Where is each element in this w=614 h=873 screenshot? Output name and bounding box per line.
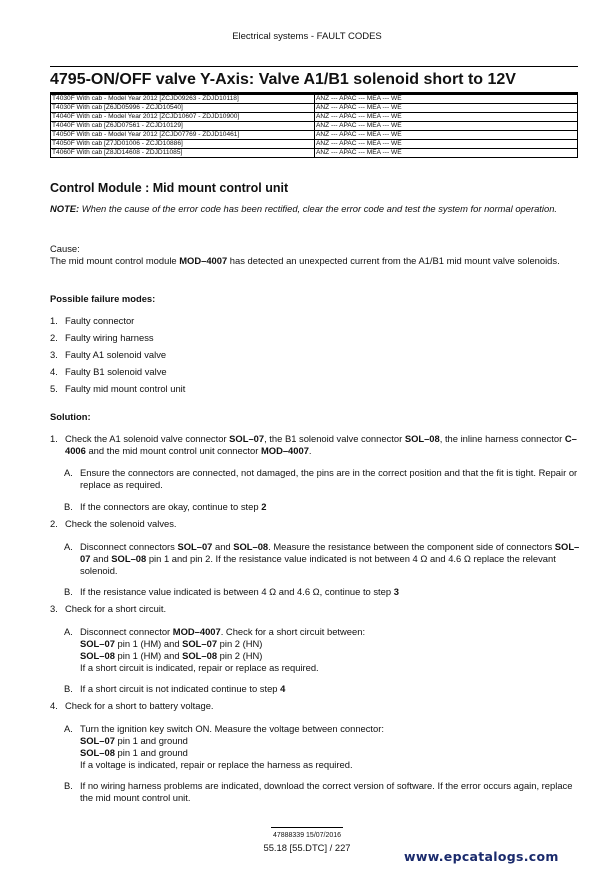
table-row: [51, 149, 578, 158]
table-row: [51, 95, 578, 104]
step-4a: A. Turn the ignition key switch ON. Measure the voltage between connector: SOL–07 pin 1 and ground SOL–08 pin 1 and ground If a voltage is indicated, repair or replace the harness as required.: [64, 723, 384, 770]
model-cell: T4060F With cab [Z8JD14608 - ZDJD11085]: [51, 149, 315, 158]
list-text: Faulty mid mount control unit: [65, 383, 186, 394]
region-cell: ANZ --- APAC --- MEA --- WE: [315, 149, 578, 158]
model-cell: T4030F With cab - Model Year 2012 [ZCJD09263 - ZDJD10118]: [51, 95, 315, 104]
step-2b: B. If the resistance value indicated is between 4 Ω and 4.6 Ω, continue to step 3: [64, 586, 399, 597]
model-cell: T4040F With cab [Z6JD07561 - ZCJD10129]: [51, 122, 315, 131]
note: [50, 203, 580, 215]
model-cell: T4030F With cab [Z6JD05996 - ZCJD10540]: [51, 104, 315, 113]
list-text: Faulty connector: [65, 315, 135, 326]
watermark: www.epcatalogs.com: [404, 849, 559, 864]
table-row: [51, 122, 578, 131]
step-1a: A. Ensure the connectors are connected, not damaged, the pins are in the correct position and that the fit is tight. Repair or replace as required.: [64, 467, 578, 490]
step-3b: B. If a short circuit is not indicated continue to step 4: [64, 683, 286, 694]
page-title: 4795-ON/OFF valve Y-Axis: Valve A1/B1 solenoid short to 12V: [50, 71, 516, 88]
step-1: 1. Check the A1 solenoid valve connector SOL–07, the B1 solenoid valve connector SOL–08, the inline harness connector C–4006 and the mid mount control unit connector MOD–4007.: [50, 433, 577, 456]
solution-label: Solution:: [50, 411, 91, 422]
step-4b: B. If no wiring harness problems are indicated, download the correct version of software. If the error occurs again, replace the mid mount control unit.: [64, 780, 573, 803]
list-number: 1.: [50, 315, 58, 326]
step-4: 4. Check for a short to battery voltage.: [50, 700, 214, 711]
list-number: 4.: [50, 366, 58, 377]
table-row: [51, 113, 578, 122]
step-2: 2. Check the solenoid valves.: [50, 518, 177, 529]
list-number: 5.: [50, 383, 58, 394]
region-cell: ANZ --- APAC --- MEA --- WE: [315, 122, 578, 131]
list-number: 3.: [50, 349, 58, 360]
cause-label: Cause:: [50, 243, 80, 254]
header-rule: [50, 66, 578, 67]
footer-page-number: 55.18 [55.DTC] / 227: [263, 842, 351, 853]
cause-text: The mid mount control module MOD–4007 has detected an unexpected current from the A1/B1 mid mount valve solenoids.: [50, 255, 560, 266]
note-label: NOTE:: [50, 203, 80, 214]
step-2a: A. Disconnect connectors SOL–07 and SOL–08. Measure the resistance between the component side of connectors SOL–07 and SOL–08 pin 1 and pin 2. If the resistance value indicated is not between 4 Ω and 4.6 Ω replace the relevant solenoid.: [64, 541, 580, 576]
model-cell: T4050F With cab - Model Year 2012 [ZCJD07769 - ZDJD10461]: [51, 131, 315, 140]
page-header: Electrical systems - FAULT CODES: [232, 31, 382, 42]
step-1b: B. If the connectors are okay, continue to step 2: [64, 501, 267, 512]
region-cell: ANZ --- APAC --- MEA --- WE: [315, 104, 578, 113]
model-cell: T4050F With cab [Z7JD01006 - ZCJD10886]: [51, 140, 315, 149]
table-row: [51, 140, 578, 149]
failure-label: Possible failure modes:: [50, 293, 156, 304]
region-cell: ANZ --- APAC --- MEA --- WE: [315, 140, 578, 149]
step-3: 3. Check for a short circuit.: [50, 603, 167, 614]
footer-rule: [271, 827, 343, 828]
model-cell: T4040F With cab - Model Year 2012 [ZCJD10607 - ZDJD10900]: [51, 113, 315, 122]
region-cell: ANZ --- APAC --- MEA --- WE: [315, 113, 578, 122]
list-text: Faulty A1 solenoid valve: [65, 349, 167, 360]
step-3a: A. Disconnect connector MOD–4007. Check for a short circuit between: SOL–07 pin 1 (HM) and SOL–07 pin 2 (HN) SOL–08 pin 1 (HM) and SOL–08 pin 2 (HN) If a short circuit is indicated, repair or replace as required.: [64, 626, 366, 673]
region-cell: ANZ --- APAC --- MEA --- WE: [315, 131, 578, 140]
list-number: 2.: [50, 332, 58, 343]
table-row: [51, 104, 578, 113]
list-text: Faulty B1 solenoid valve: [65, 366, 167, 377]
region-cell: ANZ --- APAC --- MEA --- WE: [315, 95, 578, 104]
section-title: Control Module : Mid mount control unit: [50, 181, 289, 195]
list-text: Faulty wiring harness: [65, 332, 154, 343]
footer-doc-number: 47888339 15/07/2016: [272, 832, 342, 839]
model-table: [50, 94, 578, 158]
table-row: [51, 131, 578, 140]
note-text: When the cause of the error code has been rectified, clear the error code and test the system for normal operation.: [79, 203, 558, 214]
